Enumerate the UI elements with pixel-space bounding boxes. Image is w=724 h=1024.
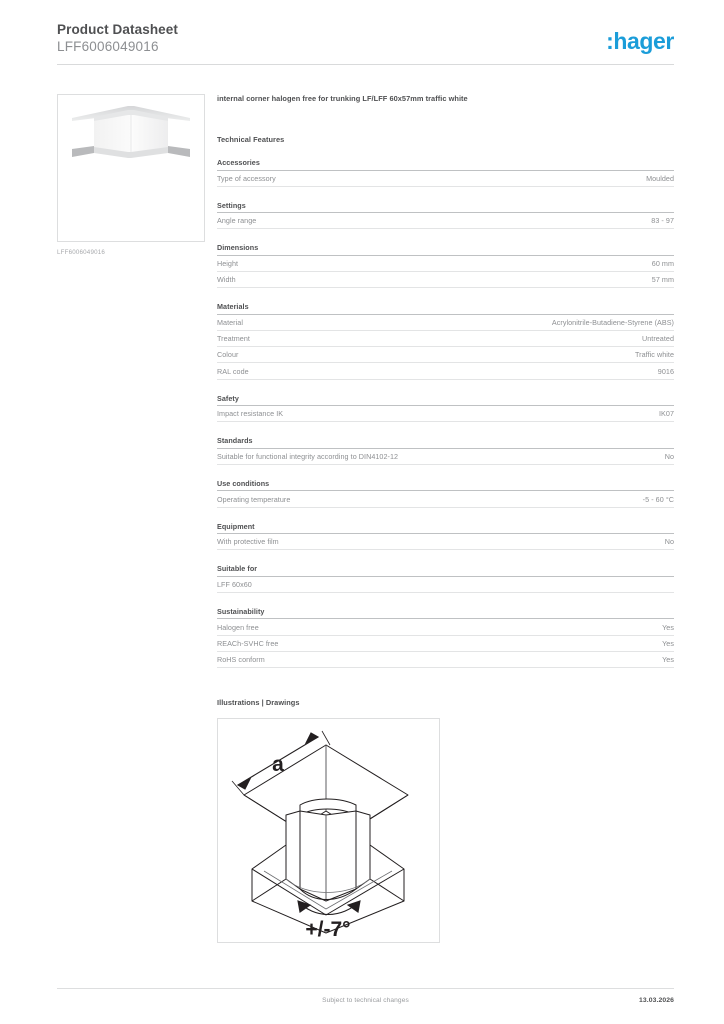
section-heading: Materials (217, 302, 674, 315)
footer-divider (57, 988, 674, 989)
spec-section (217, 394, 674, 423)
page-header (57, 22, 674, 64)
spec-key: Suitable for functional integrity according to DIN4102-12 (217, 451, 399, 461)
footer-date: 13.03.2026 (638, 997, 674, 1004)
footer-note: Subject to technical changes (322, 997, 409, 1004)
section-heading: Safety (217, 394, 674, 407)
section-heading: Use conditions (217, 479, 674, 492)
technical-drawing-isometric (218, 719, 439, 942)
spec-key: RAL code (217, 366, 249, 376)
spec-row (217, 315, 674, 331)
section-heading: Suitable for (217, 564, 674, 577)
spec-row (217, 449, 674, 465)
spec-key: Operating temperature (217, 494, 291, 504)
spec-section (217, 243, 674, 288)
spec-key: REACh-SVHC free (217, 638, 279, 648)
section-heading: Equipment (217, 522, 674, 535)
spec-section (217, 158, 674, 187)
spec-row (217, 272, 674, 288)
technical-features-title: Technical Features (217, 135, 285, 144)
spec-section (217, 479, 674, 508)
angle-label: +/-7° (305, 918, 351, 941)
spec-row (217, 577, 674, 593)
spec-value: No (664, 451, 674, 461)
title-block (57, 22, 178, 55)
spec-value: Moulded (646, 173, 674, 183)
drawing-frame (217, 718, 440, 943)
spec-row (217, 347, 674, 363)
product-description: internal corner halogen free for trunking LF/LFF 60x57mm traffic white (217, 94, 468, 103)
spec-value: Yes (662, 638, 674, 648)
section-heading: Settings (217, 201, 674, 214)
spec-row (217, 213, 674, 229)
spec-value: Acrylonitrile-Butadiene-Styrene (ABS) (551, 317, 674, 327)
spec-key: With protective film (217, 537, 279, 547)
spec-key: Width (217, 275, 236, 285)
spec-section (217, 302, 674, 379)
spec-key: Material (217, 317, 243, 327)
spec-row (217, 256, 674, 272)
spec-section (217, 564, 674, 593)
spec-section (217, 436, 674, 465)
spec-row (217, 331, 674, 347)
spec-row (217, 636, 674, 652)
spec-value: 9016 (657, 366, 674, 376)
spec-row (217, 491, 674, 507)
spec-value: Traffic white (635, 350, 674, 360)
spec-value: Yes (662, 622, 674, 632)
spec-key: Impact resistance IK (217, 409, 284, 419)
spec-row (217, 534, 674, 550)
spec-value: No (664, 537, 674, 547)
hager-logo: :hager (606, 28, 674, 54)
page-footer (57, 997, 674, 1009)
spec-row (217, 619, 674, 635)
spec-section (217, 607, 674, 668)
technical-content (217, 94, 674, 943)
dimension-label-a: a (272, 753, 284, 776)
spec-value: IK07 (659, 409, 674, 419)
header-divider (57, 64, 674, 65)
section-heading: Standards (217, 436, 674, 449)
product-reference: LFF6006049016 (57, 39, 159, 54)
spec-value: 57 mm (651, 275, 674, 285)
section-heading: Dimensions (217, 243, 674, 256)
drawings-title: Illustrations | Drawings (217, 698, 300, 707)
spec-key: Treatment (217, 334, 250, 344)
section-heading: Sustainability (217, 607, 674, 620)
spec-key: RoHS conform (217, 655, 265, 664)
product-figure-column (57, 94, 205, 256)
spec-row (217, 363, 674, 379)
spec-key: Halogen free (217, 622, 259, 632)
spec-key: LFF 60x60 (217, 579, 252, 589)
spec-sections (217, 158, 674, 668)
spec-value: Untreated (641, 334, 674, 344)
page-title: Product Datasheet (57, 22, 178, 37)
spec-section (217, 522, 674, 551)
spec-key: Colour (217, 350, 239, 360)
spec-value: 60 mm (651, 259, 674, 269)
spec-key: Angle range (217, 216, 257, 226)
spec-row (217, 406, 674, 422)
spec-value: 83 - 97 (651, 216, 674, 226)
section-heading: Accessories (217, 158, 674, 171)
spec-key: Type of accessory (217, 173, 276, 183)
spec-row (217, 652, 674, 668)
spec-value: -5 - 60 °C (642, 494, 674, 504)
product-image-frame (57, 94, 205, 242)
figure-caption: LFF6006049016 (57, 249, 106, 256)
spec-key: Height (217, 259, 239, 269)
spec-value: Yes (662, 655, 674, 664)
spec-row (217, 171, 674, 187)
product-photo-icon (64, 101, 198, 171)
spec-section (217, 201, 674, 230)
